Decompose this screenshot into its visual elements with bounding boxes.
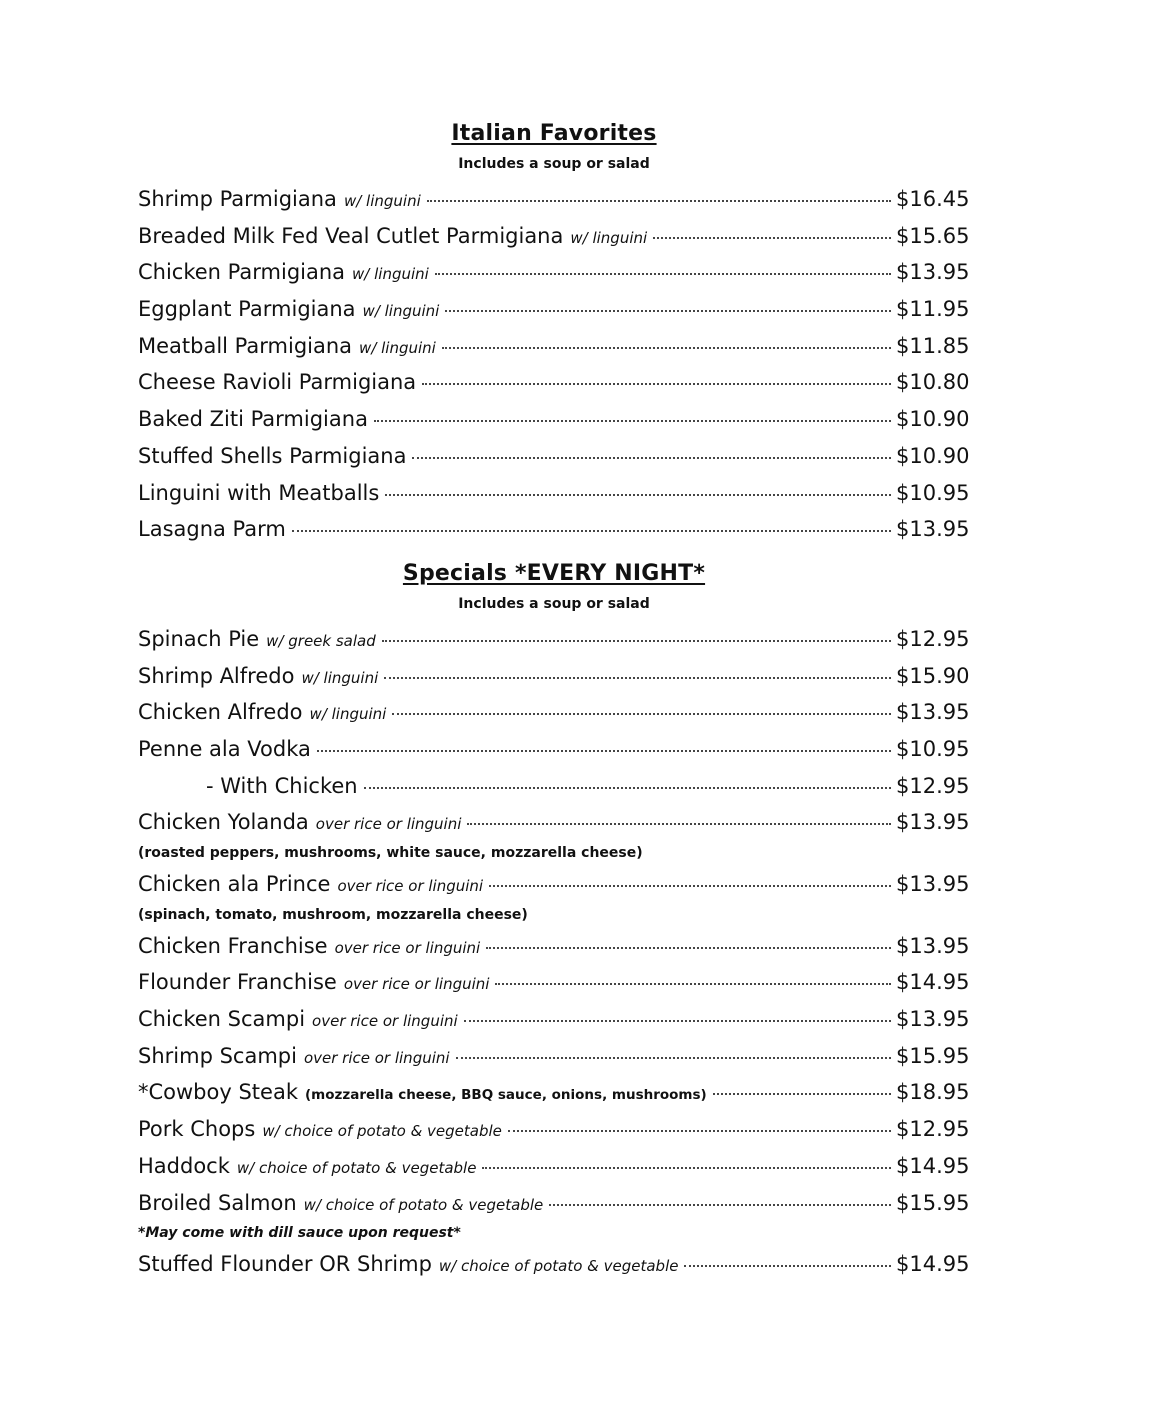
dot-leader bbox=[442, 346, 891, 349]
dot-leader bbox=[508, 1129, 891, 1132]
menu-item-name: *Cowboy Steak bbox=[138, 1080, 298, 1105]
dot-leader bbox=[467, 822, 891, 825]
dot-leader bbox=[495, 982, 891, 985]
menu-item-price: $13.95 bbox=[896, 810, 970, 835]
menu-item-name: Spinach Pie bbox=[138, 626, 260, 651]
menu-item-description: w/ linguini bbox=[301, 668, 379, 687]
dot-leader bbox=[482, 1166, 891, 1169]
menu-item-name: Eggplant Parmigiana bbox=[138, 297, 356, 322]
dot-leader bbox=[374, 419, 891, 422]
menu-item-price: $14.95 bbox=[896, 970, 970, 995]
menu-item-name: Chicken Franchise bbox=[138, 933, 328, 958]
menu-item-price: $12.95 bbox=[896, 1117, 970, 1142]
menu-item-price: $10.95 bbox=[896, 736, 970, 761]
menu-section bbox=[138, 118, 970, 548]
menu-item-description: over rice or linguini bbox=[337, 877, 484, 895]
menu-item-description: w/ linguini bbox=[309, 705, 387, 724]
menu-item bbox=[138, 401, 970, 438]
menu-item-name: Stuffed Flounder OR Shrimp bbox=[138, 1252, 432, 1277]
menu-item-description: w/ linguini bbox=[570, 228, 648, 247]
dot-leader bbox=[412, 456, 891, 459]
menu-item-name: Haddock bbox=[138, 1153, 230, 1178]
menu-item-description: over rice or linguini bbox=[315, 815, 462, 834]
dot-leader bbox=[292, 529, 891, 532]
dot-leader bbox=[435, 272, 891, 275]
dot-leader bbox=[427, 199, 891, 202]
dot-leader bbox=[382, 639, 891, 642]
menu-item-description: w/ linguini bbox=[352, 265, 429, 284]
menu-item-name: Cheese Ravioli Parmigiana bbox=[138, 370, 417, 395]
section-title: Specials *EVERY NIGHT* bbox=[402, 560, 706, 586]
menu-item-name: Linguini with Meatballs bbox=[138, 480, 380, 505]
menu-item bbox=[138, 181, 970, 218]
menu-item bbox=[138, 291, 970, 328]
menu-item-description: over rice or linguini bbox=[334, 938, 481, 957]
menu-item-price: $14.95 bbox=[896, 1153, 970, 1178]
menu-item-price: $15.95 bbox=[896, 1190, 970, 1215]
dot-leader bbox=[445, 309, 891, 312]
menu-item-price: $13.95 bbox=[896, 933, 970, 958]
menu-item-description: over rice or linguini bbox=[343, 975, 490, 994]
menu-page bbox=[138, 118, 970, 1283]
menu-item bbox=[138, 1074, 970, 1111]
menu-item bbox=[138, 928, 970, 965]
dot-leader bbox=[456, 1056, 891, 1059]
section-gap bbox=[138, 548, 970, 558]
menu-item bbox=[138, 511, 970, 548]
menu-item-name: Penne ala Vodka bbox=[138, 736, 311, 761]
dot-leader bbox=[392, 712, 891, 715]
menu-item-description: w/ linguini bbox=[359, 338, 436, 357]
menu-item-price: $13.95 bbox=[896, 260, 970, 285]
menu-item-description: w/ choice of potato & vegetable bbox=[262, 1122, 502, 1141]
menu-item-note: *May come with dill sauce upon request* bbox=[138, 1225, 461, 1242]
menu-item-name: Shrimp Alfredo bbox=[138, 663, 295, 688]
menu-item bbox=[138, 1185, 970, 1222]
menu-item-price: $12.95 bbox=[896, 773, 970, 798]
menu-item-name: Chicken Yolanda bbox=[138, 810, 309, 835]
menu-item bbox=[138, 1111, 970, 1148]
menu-item bbox=[138, 694, 970, 731]
menu-item bbox=[138, 964, 970, 1001]
dot-leader bbox=[464, 1019, 891, 1022]
menu-item bbox=[138, 1148, 970, 1185]
menu-item-price: $10.90 bbox=[896, 407, 970, 432]
menu-list bbox=[138, 181, 970, 548]
menu-item-name: Baked Ziti Parmigiana bbox=[138, 407, 368, 432]
menu-sections bbox=[138, 118, 970, 1283]
menu-item-description: over rice or linguini bbox=[312, 1012, 458, 1031]
menu-item-name: Meatball Parmigiana bbox=[138, 333, 353, 358]
section-subtitle: Includes a soup or salad bbox=[458, 156, 650, 172]
dot-leader bbox=[653, 236, 891, 239]
menu-item-price: $10.80 bbox=[896, 370, 970, 395]
menu-item-name: - With Chicken bbox=[206, 773, 358, 798]
menu-item-price: $13.95 bbox=[896, 872, 970, 896]
menu-item-price: $13.95 bbox=[896, 517, 970, 542]
menu-item-description: w/ greek salad bbox=[266, 631, 376, 650]
dot-leader bbox=[385, 493, 891, 496]
menu-item-description: over rice or linguini bbox=[303, 1048, 450, 1067]
menu-item-description: w/ choice of potato & vegetable bbox=[438, 1257, 679, 1276]
menu-section bbox=[138, 558, 970, 1283]
section-title: Italian Favorites bbox=[451, 121, 657, 146]
menu-item-description: w/ choice of potato & vegetable bbox=[303, 1195, 544, 1214]
menu-item-price: $15.95 bbox=[896, 1043, 970, 1068]
menu-item-price: $18.95 bbox=[896, 1080, 970, 1105]
menu-item-price: $11.95 bbox=[896, 297, 970, 322]
menu-item bbox=[138, 218, 970, 255]
menu-item-name: Flounder Franchise bbox=[138, 970, 337, 995]
menu-item bbox=[138, 1246, 970, 1283]
dot-leader bbox=[364, 786, 891, 789]
menu-item bbox=[138, 1001, 970, 1038]
menu-item bbox=[138, 254, 970, 291]
section-subtitle: Includes a soup or salad bbox=[458, 595, 650, 612]
menu-item bbox=[138, 438, 970, 475]
menu-item bbox=[138, 768, 970, 805]
menu-item-name: Chicken Scampi bbox=[138, 1007, 306, 1032]
menu-item-description: w/ choice of potato & vegetable bbox=[236, 1158, 477, 1177]
menu-item bbox=[138, 328, 970, 365]
menu-item-note: (spinach, tomato, mushroom, mozzarella cheese) bbox=[138, 906, 528, 923]
dot-leader bbox=[684, 1264, 891, 1267]
menu-item-price: $13.95 bbox=[896, 700, 970, 725]
menu-item-price: $15.65 bbox=[896, 223, 970, 248]
menu-item-price: $10.95 bbox=[896, 480, 970, 505]
menu-item bbox=[138, 621, 970, 658]
menu-item-price: $12.95 bbox=[896, 626, 970, 651]
menu-item-name: Stuffed Shells Parmigiana bbox=[138, 443, 407, 468]
menu-item-price: $13.95 bbox=[896, 1007, 970, 1032]
menu-item-note: (roasted peppers, mushrooms, white sauce, mozzarella cheese) bbox=[138, 845, 643, 861]
menu-item-name: Chicken Alfredo bbox=[138, 700, 303, 725]
menu-item bbox=[138, 866, 970, 903]
menu-item bbox=[138, 1038, 970, 1075]
dot-leader bbox=[317, 749, 891, 752]
menu-item-price: $14.95 bbox=[896, 1252, 970, 1277]
menu-item bbox=[138, 475, 970, 512]
menu-item-name: Broiled Salmon bbox=[138, 1190, 297, 1215]
menu-item-price: $10.90 bbox=[896, 443, 970, 468]
menu-list bbox=[138, 621, 970, 1283]
menu-item-name: Lasagna Parm bbox=[138, 517, 286, 542]
menu-item bbox=[138, 804, 970, 841]
menu-item-description: (mozzarella cheese, BBQ sauce, onions, mushrooms) bbox=[304, 1087, 707, 1104]
menu-item-name: Breaded Milk Fed Veal Cutlet Parmigiana bbox=[138, 223, 564, 248]
menu-item-name: Shrimp Scampi bbox=[138, 1043, 297, 1068]
menu-item-description: w/ linguini bbox=[343, 192, 421, 210]
menu-item-name: Pork Chops bbox=[138, 1117, 256, 1142]
menu-item bbox=[138, 364, 970, 401]
menu-item bbox=[138, 658, 970, 695]
dot-leader bbox=[549, 1203, 891, 1206]
dot-leader bbox=[384, 676, 891, 679]
menu-item-price: $11.85 bbox=[896, 333, 970, 358]
menu-item-description: w/ linguini bbox=[362, 302, 440, 321]
dot-leader bbox=[489, 884, 891, 887]
menu-item-price: $16.45 bbox=[896, 187, 970, 211]
menu-item-name: Chicken ala Prince bbox=[138, 872, 331, 896]
menu-item-price: $15.90 bbox=[896, 663, 970, 688]
menu-item-name: Shrimp Parmigiana bbox=[138, 187, 337, 211]
dot-leader bbox=[486, 946, 891, 949]
dot-leader bbox=[422, 382, 891, 385]
dot-leader bbox=[713, 1092, 891, 1095]
menu-item-name: Chicken Parmigiana bbox=[138, 260, 346, 285]
menu-item bbox=[138, 731, 970, 768]
